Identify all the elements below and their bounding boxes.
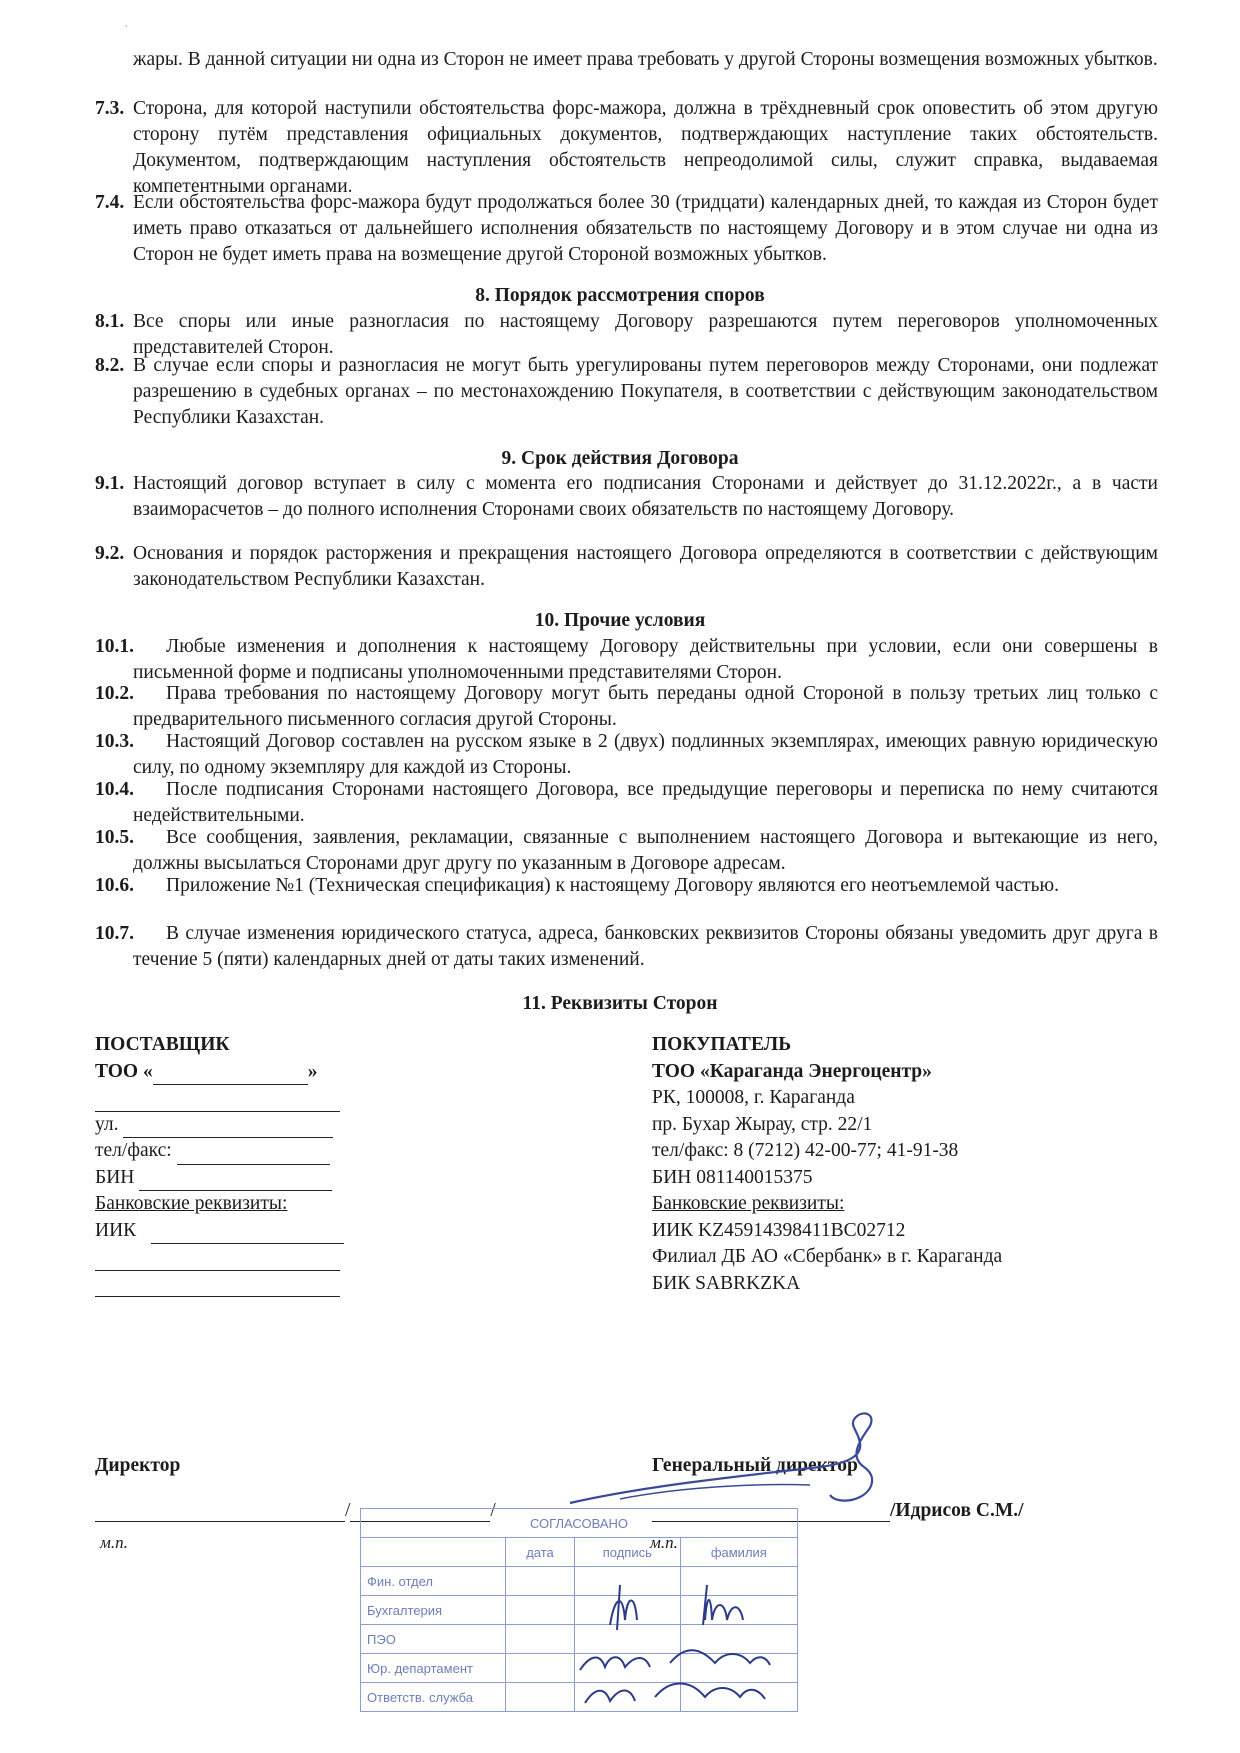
- buyer-address-line-2: пр. Бухар Жырау, стр. 22/1: [652, 1113, 873, 1135]
- buyer-phone: тел/факс: 8 (7212) 42-00-77; 41-91-38: [652, 1140, 959, 1161]
- supplier-iik-line: [95, 1218, 425, 1245]
- stamp-cell: [506, 1625, 575, 1654]
- clause-number: 7.3.: [95, 98, 125, 119]
- clause-text: Все сообщения, заявления, рекламации, связанные с выполнением настоящего Договора и вытекающие из него, должны высылаться Сторонами друг другу по указанным в Договоре адресам.: [133, 827, 1158, 874]
- stamp-title: СОГЛАСОВАНО: [361, 1509, 798, 1538]
- stamp-cell: [680, 1596, 797, 1625]
- blank-underline: [95, 1091, 340, 1112]
- clause-number: 8.2.: [95, 355, 125, 376]
- clause-9-2: [95, 541, 1158, 593]
- clause-text: В случае если споры и разногласия не могут быть урегулированы путем переговоров между Сторонами, они подлежат разрешению в судебных органах – по местонахождению Покупателя, в соответствии с действующим законодательством Республики Казахстан.: [133, 355, 1158, 428]
- stamp-row-label: Ответств. служба: [361, 1683, 506, 1712]
- stamp-row-label: Бухгалтерия: [361, 1596, 506, 1625]
- buyer-bank-name: Филиал ДБ АО «Сбербанк» в г. Караганда: [652, 1246, 1003, 1267]
- clause-10-1: [95, 634, 1158, 686]
- supplier-street-label: ул.: [95, 1113, 119, 1135]
- clause-number: 10.7.: [95, 923, 134, 944]
- stamp-row-label: ПЭО: [361, 1625, 506, 1654]
- buyer-address-line-1: РК, 100008, г. Караганда: [652, 1087, 855, 1108]
- stamp-row-label: Фин. отдел: [361, 1567, 506, 1596]
- stamp-cell: [680, 1654, 797, 1683]
- stamp-cell: [574, 1596, 680, 1625]
- supplier-company-line: [95, 1059, 425, 1086]
- approval-stamp: [360, 1508, 798, 1732]
- stamp-row: [361, 1625, 798, 1654]
- clause-number: 9.1.: [95, 473, 125, 494]
- stamp-row-label: Юр. департамент: [361, 1654, 506, 1683]
- stamp-cell: [506, 1654, 575, 1683]
- scan-speck: ·: [124, 20, 129, 35]
- clause-10-5: [95, 825, 1158, 877]
- section-10-heading: 10. Прочие условия: [534, 610, 706, 631]
- stamp-cell: [506, 1567, 575, 1596]
- buyer-bin: БИН 081140015375: [652, 1166, 813, 1188]
- clause-text: Если обстоятельства форс-мажора будут продолжаться более 30 (тридцати) календарных дней, то каждая из Сторон будет иметь право отказаться от дальнейшего исполнения обязательств по настоящему Договору и в этом случае ни одна из Сторон не будет иметь права на возмещение другой Стороной возможных убытков.: [133, 192, 1158, 265]
- buyer-bank-label: Банковские реквизиты:: [652, 1193, 845, 1214]
- stamp-row: [361, 1567, 798, 1596]
- blank-underline: [123, 1117, 333, 1138]
- blank-underline: [151, 1223, 344, 1244]
- clause-10-2: [95, 681, 1158, 733]
- stamp-cell: [506, 1596, 575, 1625]
- buyer-signer-name: /Идрисов С.М./: [890, 1500, 1024, 1521]
- clause-number: 10.6.: [95, 875, 134, 896]
- stamp-title-row: [361, 1509, 798, 1538]
- clause-text: После подписания Сторонами настоящего Договора, все предыдущие переговоры и переписка по нему считаются недействительными.: [133, 779, 1158, 826]
- stamp-header-row: [361, 1538, 798, 1567]
- stamp-cell: [680, 1625, 797, 1654]
- stamp-cell: [574, 1654, 680, 1683]
- signature-underline: [95, 1501, 345, 1522]
- clause-text: Приложение №1 (Техническая спецификация) к настоящему Договору являются его неотъемлемой частью.: [166, 875, 1059, 896]
- supplier-role: ПОСТАВЩИК: [95, 1034, 230, 1055]
- clause-text: жары. В данной ситуации ни одна из Сторон не имеет права требовать у другой Стороны возмещения возможных убытков.: [133, 49, 1158, 70]
- clause-8-2: [95, 353, 1158, 431]
- blank-underline: [177, 1144, 330, 1165]
- clause-number: 10.2.: [95, 683, 134, 704]
- clause-text: Настоящий договор вступает в силу с момента его подписания Сторонами и действует до 31.12.2022г., а в части взаиморасчетов – до полного исполнения Сторонами своих обязательств по настоящему Договору.: [133, 473, 1158, 520]
- stamp-row: [361, 1654, 798, 1683]
- clause-text: Любые изменения и дополнения к настоящему Договору действительны при условии, если они совершены в письменной форме и подписаны уполномоченными представителями Сторон.: [133, 636, 1158, 683]
- clause-number: 9.2.: [95, 543, 125, 564]
- buyer-signer-title: Генеральный директор: [652, 1455, 858, 1476]
- supplier-bank-label: Банковские реквизиты:: [95, 1193, 288, 1214]
- supplier-phone-label: тел/факс:: [95, 1140, 172, 1161]
- clause-text: Сторона, для которой наступили обстоятельства форс-мажора, должна в трёхдневный срок оповестить об этом другую сторону путём представления официальных документов, подтверждающих наступление таких обстоятельств. Документом, подтверждающим наступления обстоятельств непреодолимой силы, служит справка, выдаваемая компетентными органами.: [133, 98, 1158, 197]
- clause-10-4: [95, 777, 1158, 829]
- buyer-iik: ИИК KZ45914398411BC02712: [652, 1219, 906, 1241]
- stamp-row: [361, 1683, 798, 1712]
- supplier-street-line: [95, 1112, 425, 1139]
- blank-underline: [95, 1276, 340, 1297]
- clause-10-6: [95, 873, 1158, 899]
- section-11-heading: 11. Реквизиты Сторон: [522, 993, 718, 1014]
- supplier-blank-line: [95, 1085, 425, 1112]
- stamp-cell: [680, 1683, 797, 1712]
- supplier-blank-line: [95, 1271, 425, 1298]
- clause-number: 8.1.: [95, 311, 125, 332]
- stamp-col-surname: фамилия: [680, 1538, 797, 1567]
- section-8-heading: 8. Порядок рассмотрения споров: [475, 285, 765, 306]
- clause-number: 7.4.: [95, 192, 125, 213]
- stamp-header-empty: [361, 1538, 506, 1567]
- clause-10-3: [95, 729, 1158, 781]
- clause-number: 10.3.: [95, 731, 134, 752]
- clause-9-1: [95, 471, 1158, 523]
- supplier-signature-line: / /: [95, 1500, 496, 1522]
- clause-7-2-continuation: [95, 47, 1158, 73]
- supplier-company-prefix: ТОО «: [95, 1060, 153, 1082]
- supplier-company-blank: [153, 1064, 308, 1085]
- clause-number: 10.1.: [95, 636, 134, 657]
- clause-text: Настоящий Договор составлен на русском языке в 2 (двух) подлинных экземплярах, имеющих равную юридическую силу, по одному экземпляру для каждой из Стороны.: [133, 731, 1158, 778]
- buyer-bik: БИК SABRKZKA: [652, 1272, 801, 1294]
- supplier-blank-line: [95, 1244, 425, 1271]
- buyer-company: ТОО «Караганда Энергоцентр»: [652, 1060, 932, 1082]
- stamp-col-signature: подпись: [574, 1538, 680, 1567]
- approval-stamp-table: [360, 1508, 798, 1712]
- supplier-seal-mark: м.п.: [100, 1533, 128, 1552]
- stamp-cell: [680, 1567, 797, 1596]
- supplier-phone-line: [95, 1138, 425, 1165]
- stamp-cell: [574, 1625, 680, 1654]
- stamp-cell: [574, 1683, 680, 1712]
- blank-underline: [139, 1170, 332, 1191]
- buyer-seal-mark: м.п.: [650, 1533, 678, 1552]
- clause-7-3: [95, 96, 1158, 200]
- clause-7-4: [95, 190, 1158, 268]
- stamp-cell: [574, 1567, 680, 1596]
- clause-text: Права требования по настоящему Договору могут быть переданы одной Стороной в пользу третьих лиц только с предварительного письменного согласия другой Стороны.: [133, 683, 1158, 730]
- buyer-role: ПОКУПАТЕЛЬ: [652, 1034, 792, 1055]
- buyer-details: [652, 1032, 1172, 1297]
- stamp-col-date: дата: [506, 1538, 575, 1567]
- stamp-row: [361, 1596, 798, 1625]
- supplier-bin-label: БИН: [95, 1166, 135, 1188]
- clause-10-7: [95, 921, 1158, 973]
- supplier-company-suffix: »: [307, 1060, 318, 1082]
- section-9-heading: 9. Срок действия Договора: [501, 448, 739, 469]
- clause-text: Все споры или иные разногласия по настоящему Договору разрешаются путем переговоров уполномоченных представителей Сторон.: [133, 311, 1158, 358]
- supplier-bin-line: [95, 1165, 425, 1192]
- supplier-iik-label: ИИК: [95, 1219, 137, 1241]
- supplier-details: [95, 1032, 425, 1297]
- clause-number: 10.4.: [95, 779, 134, 800]
- clause-text: В случае изменения юридического статуса, адреса, банковских реквизитов Стороны обязаны уведомить друг друга в течение 5 (пяти) календарных дней от даты таких изменений.: [133, 923, 1158, 970]
- clause-text: Основания и порядок расторжения и прекращения настоящего Договора определяются в соответствии с действующим законодательством Республики Казахстан.: [133, 543, 1158, 590]
- stamp-cell: [506, 1683, 575, 1712]
- supplier-signer-title: Директор: [95, 1455, 181, 1476]
- clause-number: 10.5.: [95, 827, 134, 848]
- blank-underline: [95, 1250, 340, 1271]
